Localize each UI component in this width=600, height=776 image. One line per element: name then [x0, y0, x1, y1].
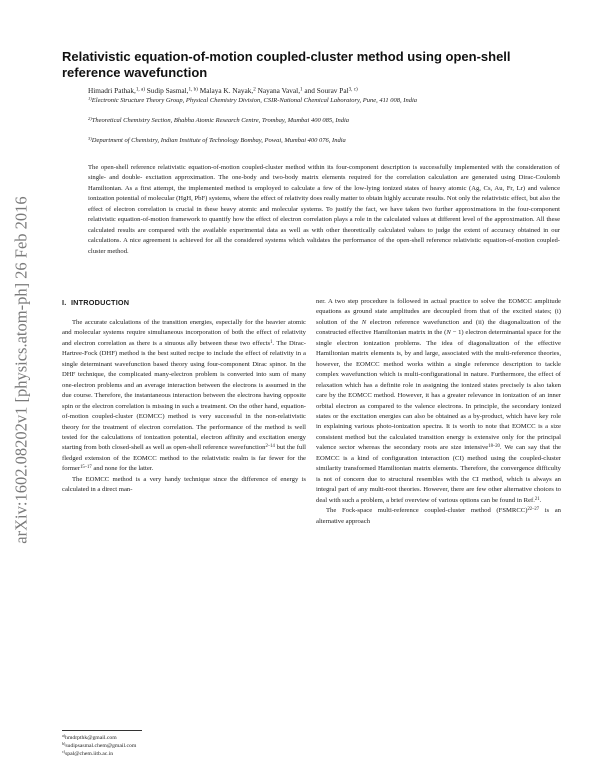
footnote-mark: c)	[62, 749, 66, 755]
affiliation	[88, 116, 563, 126]
section-heading	[62, 298, 129, 307]
affiliation-mark: 1)	[88, 95, 92, 101]
citation-link[interactable]: 2–14	[265, 444, 275, 450]
author-affiliation-mark: 1, b)	[188, 86, 198, 93]
author-affiliation-mark: 3, c)	[348, 86, 358, 93]
footnote	[62, 750, 262, 758]
affiliation	[88, 136, 563, 146]
paper-title: Relativistic equation-of-motion coupled-cluster method using open-shell reference wavefunction	[62, 49, 511, 80]
author: Malaya K. Nayak,	[199, 86, 254, 95]
intro-paragraph-2: The EOMCC method is a very handy technique since the difference of energy is calculated in a direct man-	[62, 475, 306, 494]
text-run: . We can say that the EOMCC is a kind of configuration interaction (CI) method using the coupled-cluster similarity transformed Hamiltonian matrix elements. Therefore, the convergence difficulty is not of concern due to structural resembles with the CI method, which is always an integral part of any multi-root theories. However, there are few other alternative choices to deal with such a problem, a brief overview of various options can be found in Ref.	[316, 444, 561, 504]
abstract: The open-shell reference relativistic equation-of-motion coupled-cluster method within its four-component description is successfully implemented with the consideration of single- and double- excitation approximation. The one-body and two-body matrix elements required for the correlation calculation are generated using Dirac-Coulomb Hamiltonian. As a first attempt, the implemented method is employed to calculate a few of the low-lying ionized states of heavy atomic (Ag, Cs, Au, Fr, Lr) and valence ionization potential of molecular (HgH, PbF) systems, where the effect of relativity does really matter to obtain highly accurate results. Not only the relativistic effect, but also the effect of electron correlation is crucial in these heavy atomic and molecular systems. To justify the fact, we have taken two further approximations in the four-component relativistic equation-of-motion framework to quantify how the effect of electron correlation plays a role in the calculated values at different level of the approximation. All these calculated results are compared with the available experimental data as well as with other theoretically calculated values to judge the extent of accuracy obtained in our calculations. A nice agreement is achieved for all the considered systems which validates the performance of the open-shell reference relativistic equation-of-motion coupled-cluster method.	[88, 164, 560, 255]
author: Sudip Sasmal,	[146, 86, 189, 95]
author: Himadri Pathak,	[88, 86, 136, 95]
text-run: and none for the latter.	[91, 465, 154, 473]
intro-paragraph-2-continued	[316, 297, 561, 506]
footnote	[62, 742, 262, 750]
section-number: I.	[62, 298, 67, 307]
footnote-mark: b)	[62, 741, 66, 747]
footnote-mark: a)	[62, 733, 66, 739]
affiliation	[88, 96, 563, 106]
math-symbol: N	[446, 329, 451, 337]
text-run: The accurate calculations of the transition energies, especially for the heavier atomic and molecular systems require simultaneous incorporation of both the effect of relativity and electron correlation as there is a sinuous ally between these two effects	[62, 319, 306, 347]
affiliation-mark: 3)	[88, 135, 92, 141]
citation-link[interactable]: 18–20	[488, 444, 500, 450]
citation-link[interactable]: 1	[270, 339, 273, 345]
citation-link[interactable]: 15–17	[80, 465, 92, 471]
text-run: − 1) electron determinantal space for the single electron ionization problems. The idea of diagonalization of the effective Hamiltonian matrix elements is, by and large, associated with the multi-reference theories, however, the EOMCC method works within a single reference description to tackle complex wavefunction which is multi-configurational in nature. Furthermore, the effect of relaxation which has a definite role in assigning the ionized states precisely is also taken care by the EOMCC method. However, it has a greater relevance in ionization of an inner orbital electron as compared to the valence electrons. In principle, the secondary ionized states or the excitation energies can also be obtained as a by-product, which have key role in explaining various photo-ionization spectra. It is worth to note that EOMCC is a size consistent method but the calculated transition energy is extensive only for the principal valence sector whereas the secondary roots are size intensive	[316, 329, 561, 452]
footnote-divider	[62, 730, 142, 731]
text-run: ner. A two step procedure is followed in actual practice to solve the EOMCC amplitude equations as ground state amplitudes are decoupled from that of the excited states; (i) solution of the	[316, 298, 561, 326]
footnote	[62, 734, 262, 742]
text-run: is an alternative approach	[316, 507, 561, 525]
citation-link[interactable]: 21	[534, 496, 540, 502]
author-affiliation-mark: 2	[253, 86, 256, 93]
right-column	[316, 297, 561, 527]
affiliation-mark: 2)	[88, 115, 92, 121]
text-run: .	[539, 496, 542, 504]
affiliation-text: Electronic Structure Theory Group, Physical Chemistry Division, CSIR-National Chemical Laboratory, Pune, 411 008, India	[91, 97, 418, 104]
text-run: . The Dirac-Hartree-Fock (DHF) method is the best suited recipe to include the effect of relativity in a single determinant wavefunction based theory using four-component Dirac spinor. In the DHF technique, the complicated many-electron problem is converted into sum of many one-electron problems and an average interaction between the electrons is assumed in the due course. Therefore, the instantaneous interaction between the electrons having opposite spin or the electron correlation is missing in such a treatment. On the other hand, equation-of-motion coupled-cluster (EOMCC) method is very successful in the non-relativistic theory for the treatment of electron correlation. The performance of the method is well tested for the calculations of ionization potential, electron affinity and excitation energy starting from both closed-shell as well as open-shell reference wavefunction	[62, 339, 306, 452]
text-run: electron reference wavefunction and (ii) the diagonalization of the constructed effective Hamiltonian matrix in the (	[316, 318, 561, 337]
affiliation-text: Department of Chemistry, Indian Institute of Technology Bombay, Powai, Mumbai 400 076, India	[91, 137, 346, 144]
footnote-email[interactable]: sudipsasmal.chem@gmail.com	[65, 743, 137, 750]
author-affiliation-mark: 1	[300, 86, 303, 93]
affiliation-text: Theoretical Chemistry Section, Bhabha Atomic Research Centre, Trombay, Mumbai 400 085, India	[91, 117, 350, 124]
section-title: INTRODUCTION	[70, 298, 130, 307]
text-run: but the full fledged extension of the EOMCC method to the relativistic realm is far fewer for the former	[62, 444, 306, 473]
text-run: The Fock-space multi-reference coupled-cluster method (FSMRCC)	[326, 507, 528, 515]
author: and Sourav Pal	[304, 86, 349, 95]
citation-link[interactable]: 22–27	[527, 506, 540, 512]
footnote-email[interactable]: spal@chem.iitb.ac.in	[65, 751, 114, 758]
footnote-email[interactable]: hmdrpthk@gmail.com	[65, 735, 117, 741]
footnotes	[62, 734, 262, 759]
math-symbol: N	[361, 318, 367, 326]
author-list	[88, 86, 558, 96]
arxiv-stamp	[6, 160, 38, 580]
author: Nayana Vaval,	[257, 86, 301, 95]
intro-paragraph-3	[316, 506, 561, 527]
arxiv-identifier: arXiv:1602.08202v1 [physics.atom-ph] 26 Feb 2016	[12, 196, 32, 544]
intro-paragraph-1	[62, 318, 306, 475]
author-affiliation-mark: 1, a)	[135, 86, 145, 93]
left-column	[62, 318, 306, 496]
